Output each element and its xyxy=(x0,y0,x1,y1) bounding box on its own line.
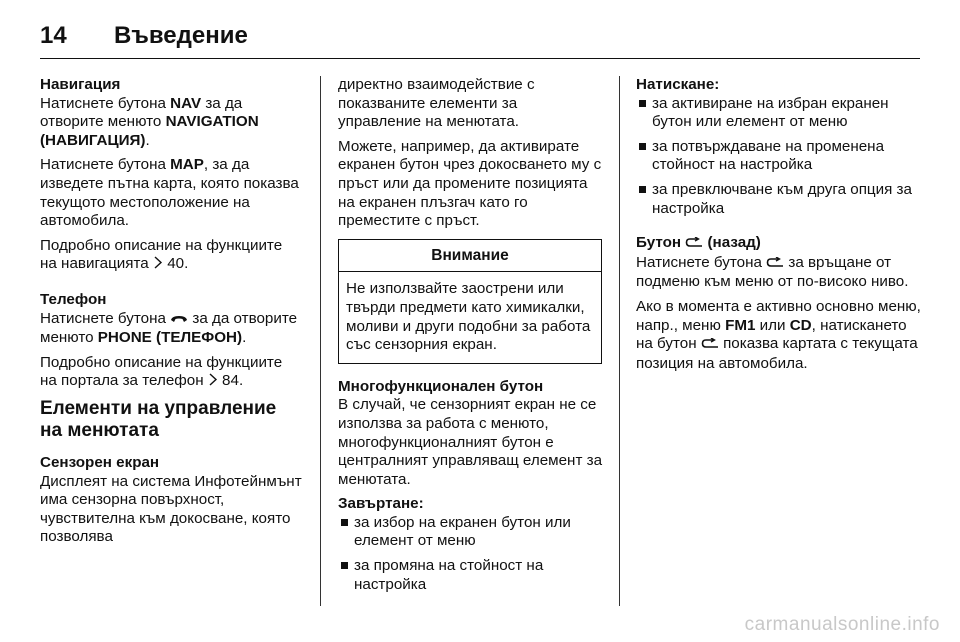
navigation-page-ref: 40. xyxy=(167,255,189,273)
page-ref-arrow-icon xyxy=(153,256,163,275)
touchscreen-continued: директно взаимодействие с показваните елементи за управление на менютата. xyxy=(338,76,535,131)
warning-title: Внимание xyxy=(339,240,601,273)
phone-menu-name: PHONE (ТЕЛЕФОН) xyxy=(97,329,243,347)
press-heading: Натискане: xyxy=(636,76,720,93)
back-arrow-icon xyxy=(685,235,703,254)
turn-heading: Завъртане: xyxy=(338,495,424,513)
multifunction-paragraph: В случай, че сензорният екран не се използва за работа с менюто, многофункционалният бутон е централният управляващ елемент за менютата. xyxy=(338,396,603,488)
cd-menu: CD xyxy=(789,316,812,334)
navigation-paragraph-3: Подробно описание на функциите на навигацията 40. xyxy=(40,237,302,275)
navigation-paragraph-1: Натиснете бутона NAV за да отворите менюто NAVIGATION (НАВИГАЦИЯ). xyxy=(40,94,259,149)
back-button-heading: Бутон (назад) xyxy=(636,234,922,254)
list-item: за потвърждаване на променена стойност на настройка xyxy=(636,138,922,175)
multifunction-heading: Многофункционален бутон xyxy=(338,377,544,395)
navigation-menu-name: NAVIGATION (НАВИГАЦИЯ) xyxy=(40,113,259,149)
list-item: за промяна на стойност на настройка xyxy=(338,557,604,594)
section-heading: Елементи на управление на менютата xyxy=(40,397,277,441)
watermark: carmanualsonline.info xyxy=(744,614,940,635)
column-1 xyxy=(40,76,302,553)
chapter-title: Въведение xyxy=(114,22,248,49)
navigation-paragraph-2: Натиснете бутона MAP, за да изведете пътна карта, която показва текущото местоположение на автомобила. xyxy=(40,156,299,230)
touchscreen-heading: Сензорен екран xyxy=(40,453,160,471)
back-paragraph-1: Натиснете бутона за връщане от подменю към меню от по-високо ниво. xyxy=(636,253,909,291)
back-arrow-icon xyxy=(766,255,784,274)
phone-page-ref: 84. xyxy=(222,372,244,390)
page-header xyxy=(40,16,248,56)
column-divider-2 xyxy=(619,76,620,606)
phone-paragraph-2: Подробно описание на функциите на портала за телефон 84. xyxy=(40,354,302,392)
list-item: за активиране на избран екранен бутон или елемент от меню xyxy=(636,95,922,132)
column-2 xyxy=(338,76,604,600)
navigation-heading: Навигация xyxy=(40,76,121,93)
warning-box xyxy=(338,239,602,364)
touchscreen-paragraph: Дисплеят на система Инфотейнмънт има сензорна повърхност, чувствителна към докосване, която позволява xyxy=(40,472,302,546)
column-3 xyxy=(636,76,922,379)
phone-heading: Телефон xyxy=(40,290,107,308)
header-rule xyxy=(40,58,920,59)
back-paragraph-2: Ако в момента е активно основно меню, напр., меню FM1 или CD, натискането на бутон показва картата с текущата позиция на автомобила. xyxy=(636,297,921,372)
back-arrow-icon xyxy=(701,336,719,355)
list-item: за превключване към друга опция за настройка xyxy=(636,181,922,218)
map-key: MAP xyxy=(170,156,204,174)
page-number: 14 xyxy=(40,22,67,49)
phone-handset-icon xyxy=(170,311,188,330)
fm1-menu: FM1 xyxy=(725,316,756,334)
nav-key: NAV xyxy=(170,94,202,112)
warning-body: Не използвайте заострени или твърди предмети като химикалки, моливи и други подобни за работа със сензорния екран. xyxy=(346,280,591,354)
touchscreen-example: Можете, например, да активирате екранен бутон чрез докосването му с пръст или да промените позицията на екранен плъзгач като го преместите с пръст. xyxy=(338,137,602,230)
phone-paragraph-1: Натиснете бутона за да отворите менюто PHONE (ТЕЛЕФОН). xyxy=(40,309,298,347)
list-item: за избор на екранен бутон или елемент от меню xyxy=(338,514,604,551)
column-divider-1 xyxy=(320,76,321,606)
page-ref-arrow-icon xyxy=(208,373,218,392)
